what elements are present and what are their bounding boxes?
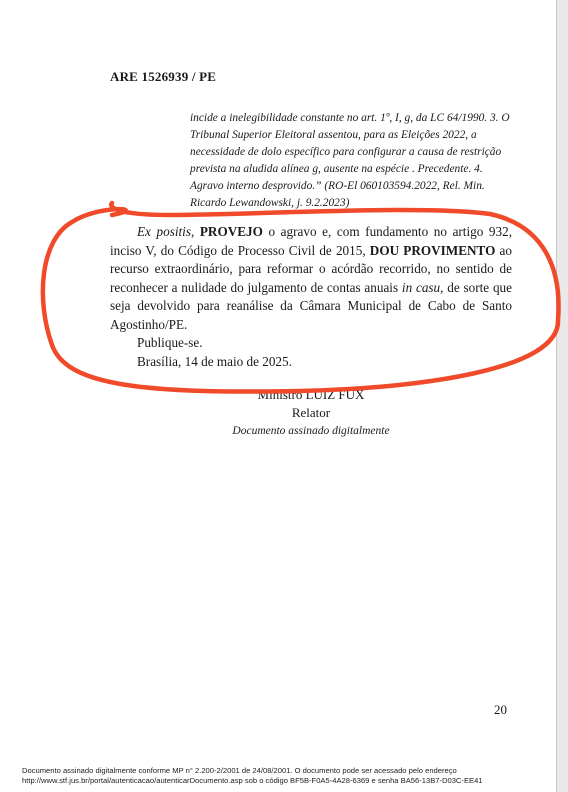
footer-line: Documento assinado digitalmente conforme MP n° 2.200-2/2001 de 24/08/2001. O documento pode ser acessado pelo endereço (22, 766, 457, 775)
decision-paragraph (110, 223, 512, 334)
ex-positis-term: Ex positis (137, 224, 191, 239)
decision-body (110, 223, 512, 371)
provejo-term: PROVEJO (199, 224, 263, 239)
page-footer (22, 766, 562, 786)
quote-line: Tribunal Superior Eleitoral assentou, para as Eleições 2022, a (190, 129, 477, 141)
decision-text: , (190, 224, 200, 239)
dou-provimento-term: DOU PROVIMENTO (369, 242, 496, 258)
page-number: 20 (494, 702, 507, 717)
signature-note: Documento assinado digitalmente (232, 425, 390, 437)
quote-line: Agravo interno desprovido.” (RO-El 060103594.2022, Rel. Min. (190, 180, 485, 192)
quote-line: incide a inelegibilidade constante no art. 1º, I, g, da LC 64/1990. 3. O (190, 112, 510, 124)
publique-line: Publique-se. (137, 335, 203, 350)
quote-line: Ricardo Lewandowski, j. 9.2.2023) (190, 197, 350, 209)
quoted-precedent (190, 110, 512, 212)
footer-link[interactable]: http://www.stf.jus.br/portal/autenticacao/autenticarDocumento.asp sob o código BF5B-F0A5-4A28-6369 e senha BA56-13B7-D03C-EE41 (22, 776, 483, 785)
decision-text: o agravo e, com fundamento no artigo 932, inciso V, do Código de Processo Civil de 2015, (110, 224, 513, 258)
quote-line: prevista na aludida alínea g, ausente na espécie . Precedente. 4. (190, 163, 483, 175)
in-casu-term: in casu (401, 279, 441, 295)
quote-line: necessidade de dolo específico para configurar a causa de restrição (190, 146, 502, 158)
signer-name: Ministro LUIZ FUX (257, 387, 365, 402)
signer-role: Relator (291, 405, 331, 420)
page-edge-shadow (556, 0, 568, 792)
place-date-line: Brasília, 14 de maio de 2025. (137, 353, 292, 369)
case-header: ARE 1526939 / PE (110, 69, 217, 84)
decision-text: , de sorte que seja devolvido para reanálise da Câmara Municipal de Cabo de Santo Agostinho/PE. (110, 279, 512, 332)
decision-text: ao recurso extraordinário, para reformar o acórdão recorrido, no sentido de reconhecer a nulidade do julgamento de contas anuais (110, 242, 512, 295)
signature-block (110, 386, 512, 440)
